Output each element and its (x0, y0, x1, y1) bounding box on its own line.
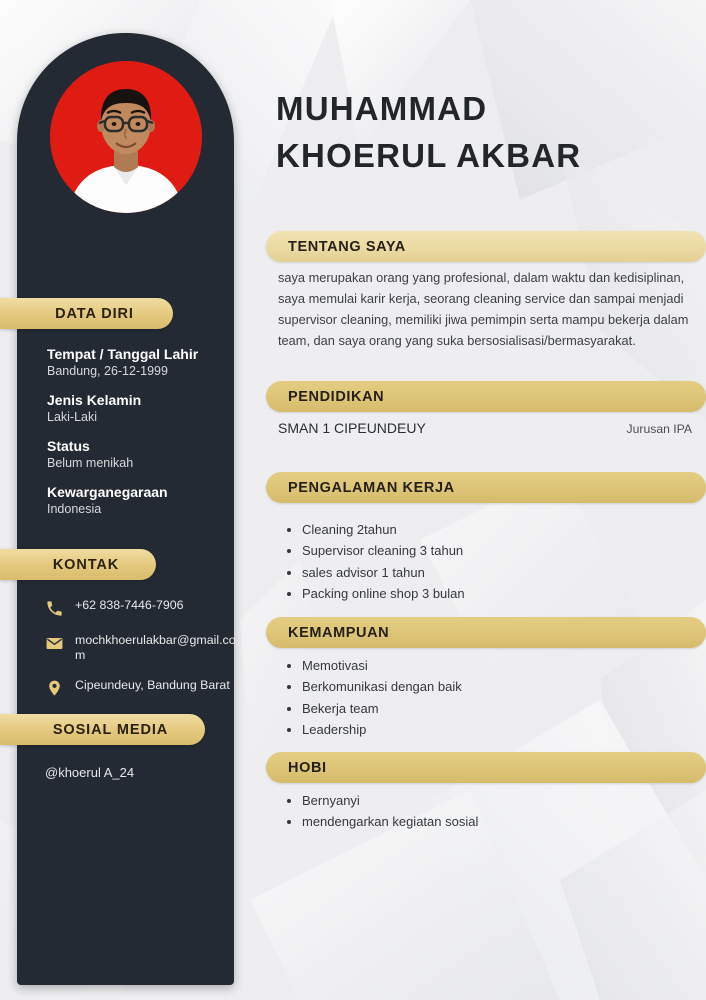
sidebar-heading-label: KONTAK (52, 556, 120, 573)
contact-phone-text: +62 838-7446-7906 (75, 598, 184, 612)
field-label: Tempat / Tanggal Lahir (47, 346, 199, 362)
section-header-label: KEMAMPUAN (288, 624, 390, 641)
sidebar (17, 33, 234, 985)
section-header-kemampuan (266, 617, 706, 648)
section-header-pendidikan (266, 381, 706, 412)
page-title (276, 86, 581, 180)
field-value: Laki-Laki (47, 410, 98, 425)
list-item: sales advisor 1 tahun (280, 564, 700, 582)
experience-list (280, 521, 700, 607)
name-line-2: KHOERUL AKBAR (276, 136, 582, 174)
education-major: Jurusan IPA (626, 422, 692, 436)
field-value: Indonesia (47, 502, 102, 517)
sidebar-heading-label: DATA DIRI (55, 305, 134, 322)
list-item: Leadership (280, 721, 700, 739)
social-handle[interactable]: @khoerul A_24 (45, 765, 135, 780)
envelope-icon (45, 633, 67, 653)
contact-location[interactable] (45, 678, 245, 698)
skills-list (280, 657, 700, 743)
hobby-list (280, 792, 700, 835)
section-header-tentang-saya (266, 231, 706, 262)
section-header-pengalaman-kerja (266, 472, 706, 503)
list-item: Cleaning 2tahun (280, 521, 700, 539)
list-item: Bernyanyi (280, 792, 700, 810)
avatar (50, 61, 202, 213)
list-item: Packing online shop 3 bulan (280, 585, 700, 603)
sidebar-heading-label: SOSIAL MEDIA (52, 721, 169, 738)
sidebar-heading-data-diri (0, 298, 173, 329)
list-item: Bekerja team (280, 700, 700, 718)
section-header-label: TENTANG SAYA (288, 238, 406, 255)
contact-location-text: Cipeundeuy, Bandung Barat (75, 678, 230, 693)
field-label: Status (47, 438, 90, 455)
location-pin-icon (45, 678, 67, 698)
field-value: Bandung, 26-12-1999 (47, 364, 168, 379)
list-item: mendengarkan kegiatan sosial (280, 813, 700, 831)
list-item: Memotivasi (280, 657, 700, 675)
field-label: Kewarganegaraan (47, 484, 168, 501)
main-content (258, 0, 706, 1000)
field-label: Jenis Kelamin (47, 392, 142, 409)
section-header-label: PENGALAMAN KERJA (288, 479, 455, 496)
contact-email[interactable] (45, 633, 245, 663)
phone-icon (45, 598, 67, 618)
list-item: Berkomunikasi dengan baik (280, 678, 700, 696)
section-header-hobi (266, 752, 706, 783)
data-diri-list (47, 345, 225, 529)
field-value: Belum menikah (47, 456, 134, 471)
contact-email-text: mochkhoerulakbar@gmail.com (75, 633, 236, 663)
sidebar-heading-kontak (0, 549, 156, 580)
contact-phone[interactable] (45, 598, 245, 618)
sidebar-heading-sosial-media (0, 714, 205, 745)
contact-list (45, 598, 245, 713)
education-school: SMAN 1 CIPEUNDEUY (278, 420, 426, 436)
list-item: Supervisor cleaning 3 tahun (280, 542, 700, 560)
name-line-1: MUHAMMAD (276, 90, 488, 127)
education-row (278, 420, 692, 436)
about-paragraph: saya merupakan orang yang profesional, dalam waktu dan kedisiplinan, saya memulai karir kerja, seorang cleaning service dan sampai menjadi supervisor cleaning, memiliki jiwa pemimpin serta mampu bekerja dalam team, dan saya orang yang suka bersosialisasi/bermasyarakat. (278, 270, 689, 348)
section-header-label: HOBI (288, 759, 327, 776)
section-header-label: PENDIDIKAN (288, 388, 385, 405)
